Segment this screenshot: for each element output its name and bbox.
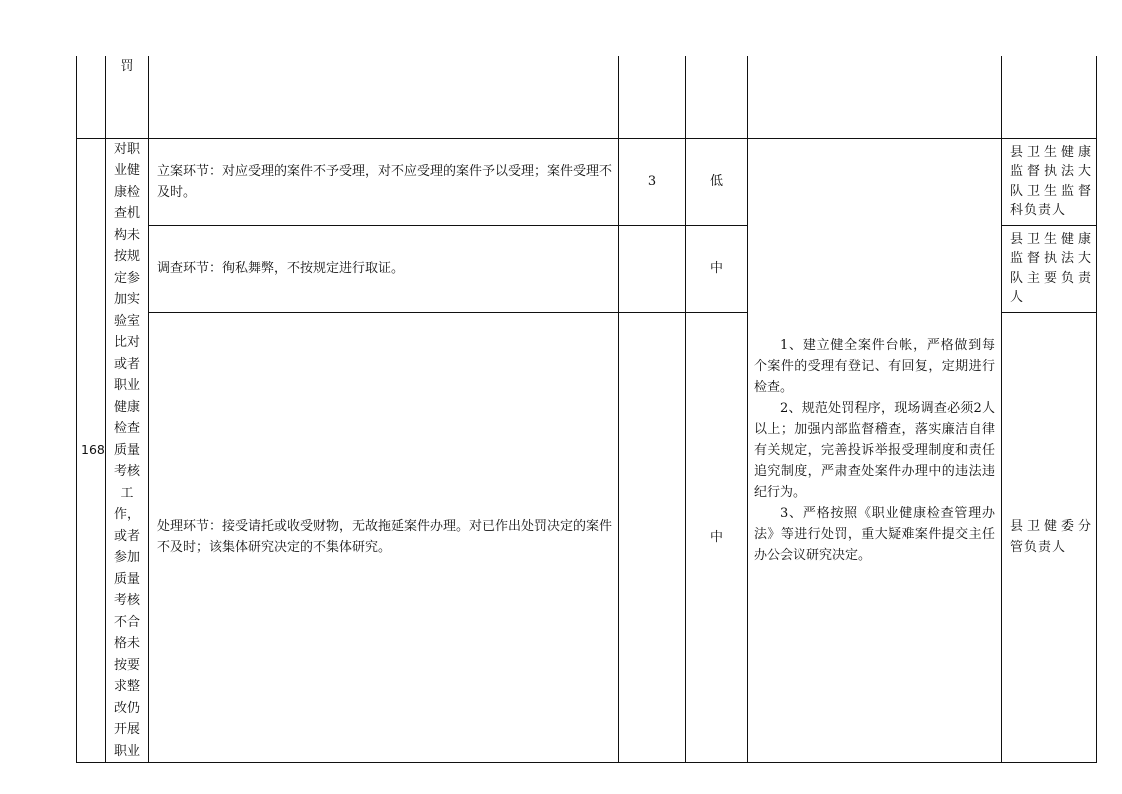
risk-table <box>76 56 1097 763</box>
risk-level-filing: 低 <box>686 138 748 225</box>
number-cell-continued <box>619 56 686 138</box>
responsible-filing: 县卫生健康监督执法大队卫生监督科负责人 <box>1002 138 1097 225</box>
risk-point-investigation: 调查环节：徇私舞弊，不按规定进行取证。 <box>149 225 619 312</box>
number-investigation <box>619 225 686 312</box>
responsible-handling: 县卫健委分管负责人 <box>1002 312 1097 762</box>
responsible-investigation: 县卫生健康监督执法大队主要负责人 <box>1002 225 1097 312</box>
prevention-measures <box>748 138 1002 763</box>
risk-cell-continued <box>149 56 619 138</box>
responsible-cell-continued <box>1002 56 1097 138</box>
number-handling <box>619 312 686 762</box>
measure-1: 1、建立健全案件台帐，严格做到每个案件的受理有登记、有回复，定期进行检查。 <box>754 337 995 395</box>
item-name: 对职业健康检查机构未按规定参加实验室比对或者职业健康检查质量考核工作，或者参加质量考核不合格未按要求整改仍开展职业 <box>106 138 149 763</box>
risk-point-handling: 处理环节：接受请托或收受财物，无故拖延案件办理。对已作出处罚决定的案件不及时；该集体研究决定的不集体研究。 <box>149 312 619 762</box>
risk-level-handling: 中 <box>686 312 748 762</box>
measure-2: 2、规范处罚程序，现场调查必须2人以上；加强内部监督稽查，落实廉洁自律有关规定，完善投诉举报受理制度和责任追究制度，严肃查处案件办理中的违法违纪行为。 <box>754 400 995 500</box>
number-filing: 3 <box>619 138 686 225</box>
measure-3: 3、严格按照《职业健康检查管理办法》等进行处罚，重大疑难案件提交主任办公会议研究决定。 <box>754 505 995 563</box>
table-row-continued <box>77 56 1097 138</box>
risk-point-filing: 立案环节：对应受理的案件不予受理，对不应受理的案件予以受理；案件受理不及时。 <box>149 138 619 225</box>
level-cell-continued <box>686 56 748 138</box>
table-row-stage-filing <box>77 138 1097 225</box>
seq-cell-continued <box>77 56 106 138</box>
measure-cell-continued <box>748 56 1002 138</box>
risk-level-investigation: 中 <box>686 225 748 312</box>
seq-number: 168 <box>77 138 106 763</box>
item-name-continued: 罚 <box>106 56 149 138</box>
